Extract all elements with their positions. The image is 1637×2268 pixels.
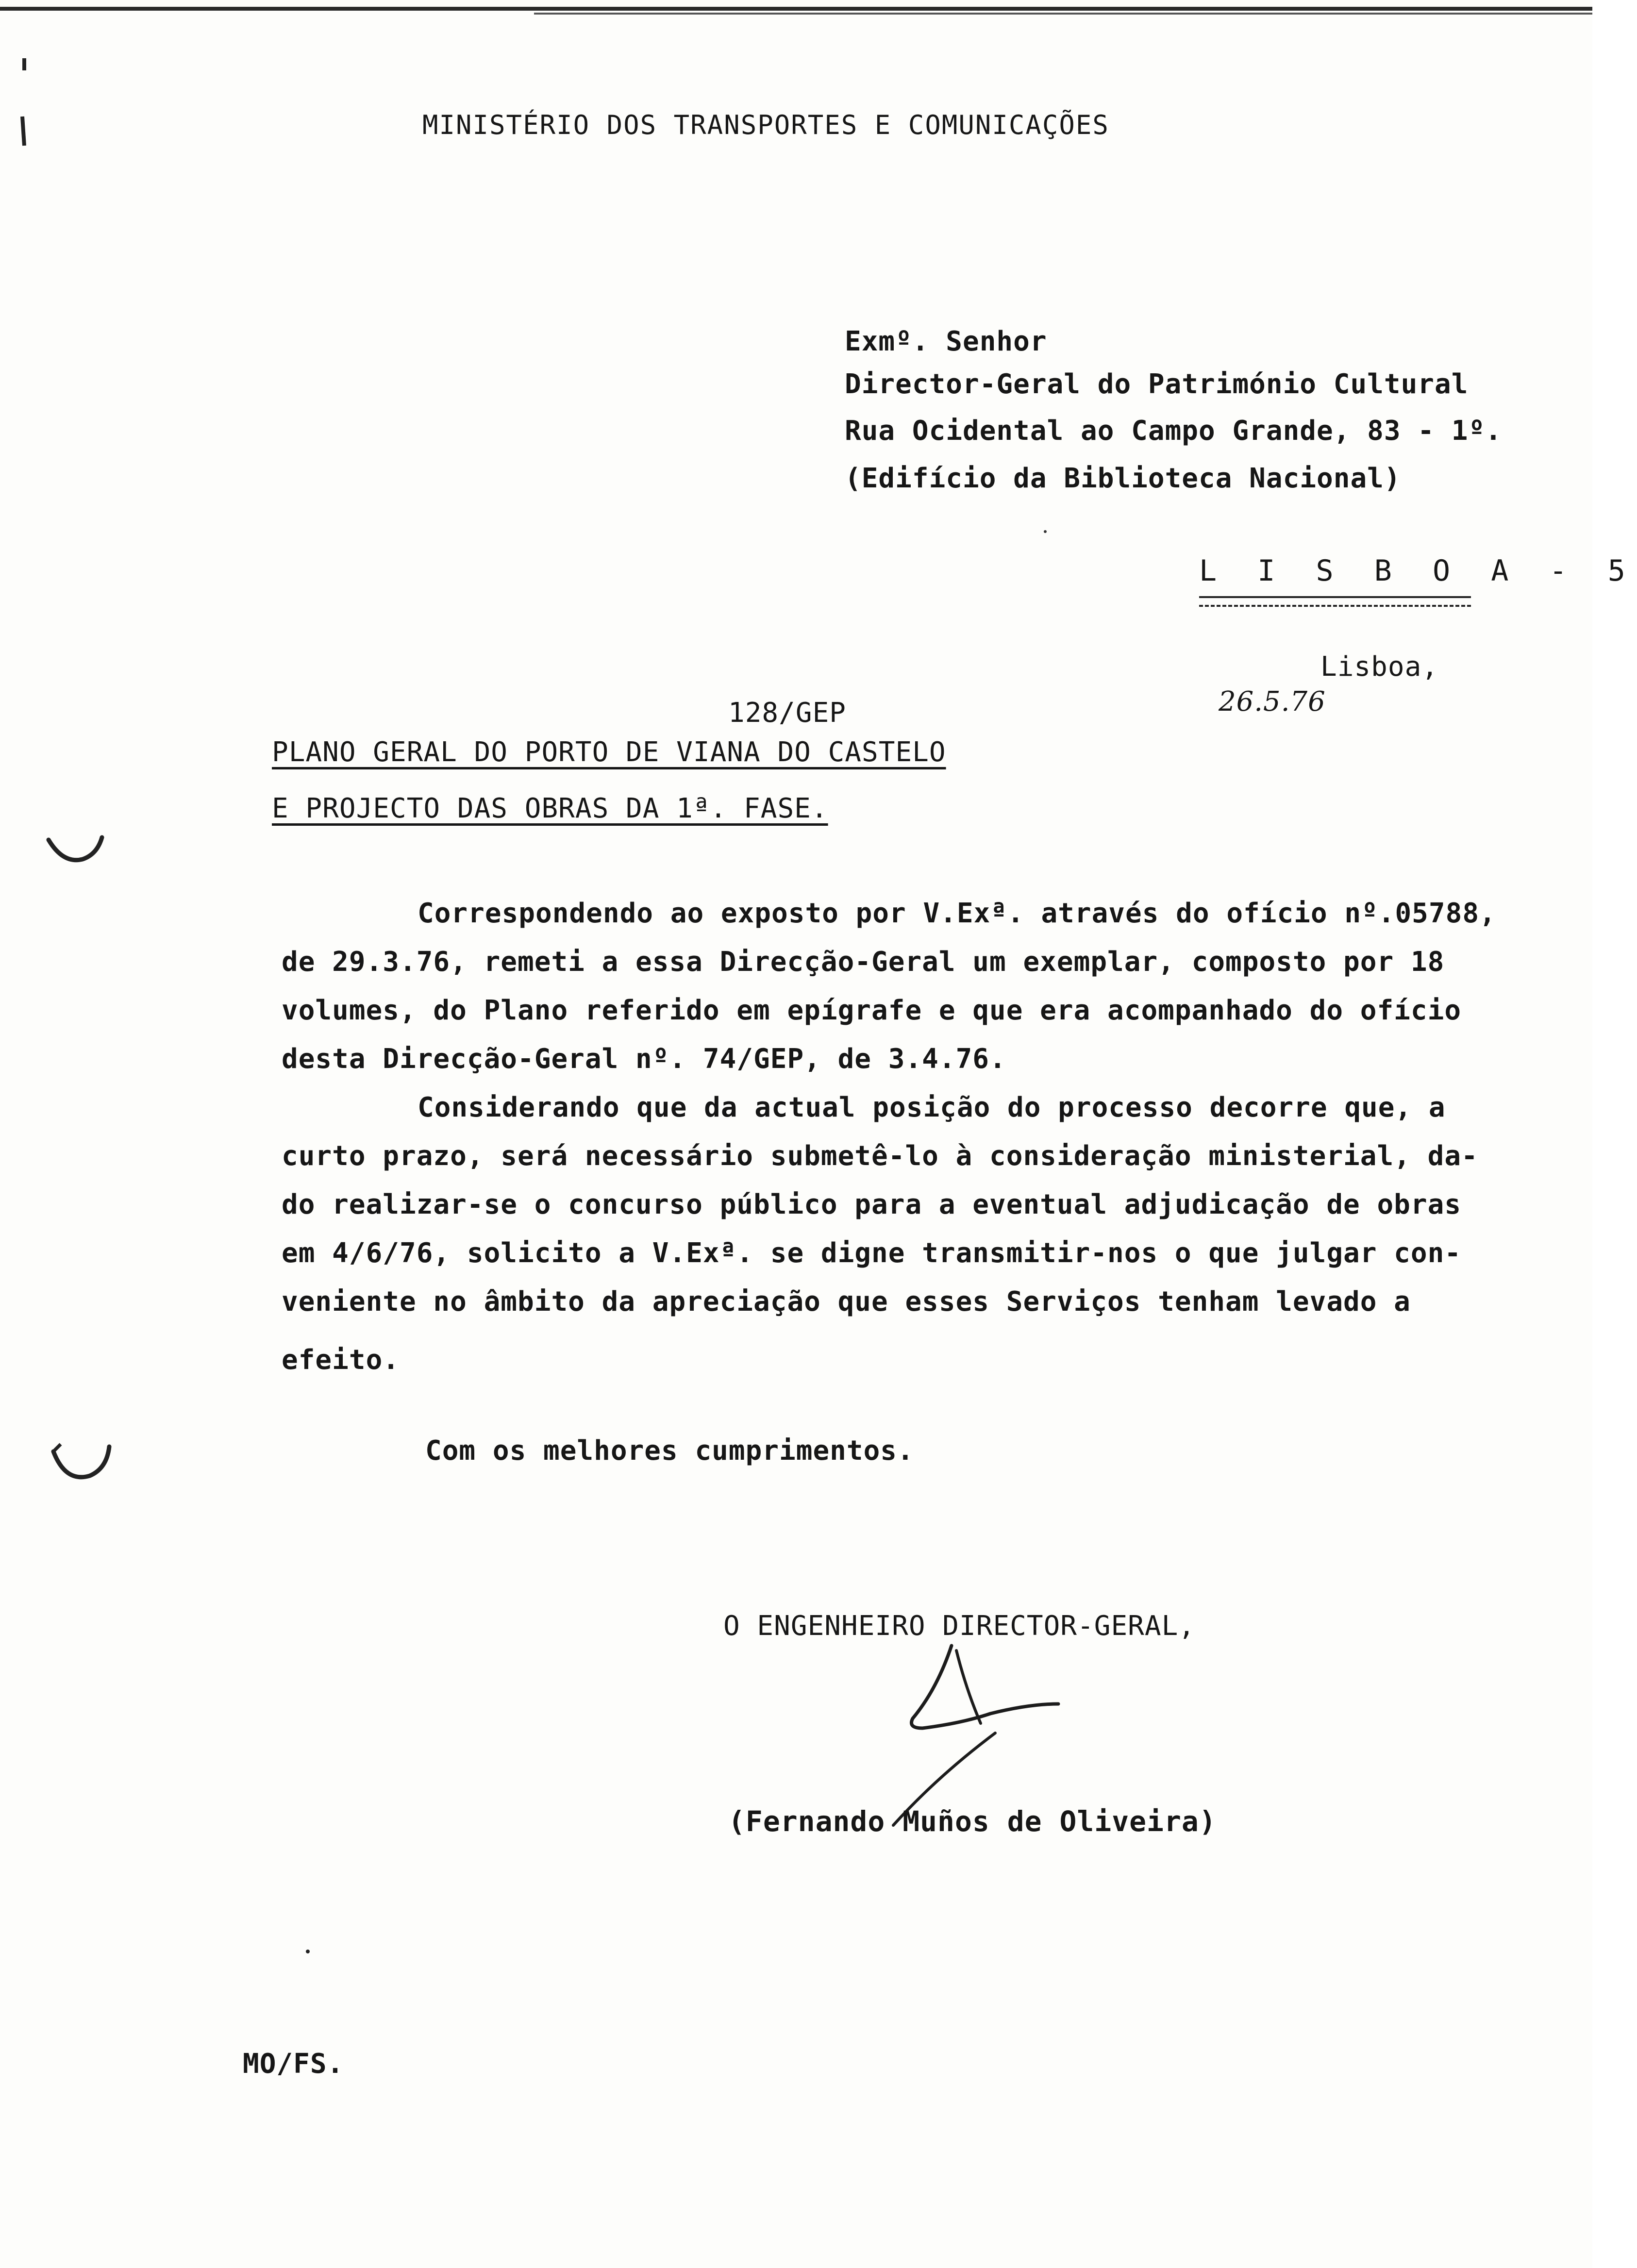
body-line: Correspondendo ao exposto por V.Exª. através do ofício nº.05788, bbox=[418, 898, 1496, 929]
hole-punch-mark-icon bbox=[46, 1437, 119, 1490]
letter-date: 26.5.76 bbox=[1219, 686, 1326, 717]
recipient-city: L I S B O A - 5 bbox=[1199, 554, 1637, 588]
signatory-title: O ENGENHEIRO DIRECTOR-GERAL, bbox=[723, 1610, 1196, 1642]
date-place: Lisboa, bbox=[1320, 651, 1439, 683]
recipient-salutation: Exmº. Senhor bbox=[845, 326, 1047, 357]
closing: Com os melhores cumprimentos. bbox=[425, 1435, 914, 1467]
recipient-building: (Edifício da Biblioteca Nacional) bbox=[845, 463, 1401, 494]
typist-initials: MO/FS. bbox=[243, 2048, 344, 2080]
hole-punch-mark-icon bbox=[44, 830, 112, 879]
body-line: em 4/6/76, solicito a V.Exª. se digne transmitir-nos o que julgar con- bbox=[282, 1237, 1462, 1269]
body-line: de 29.3.76, remeti a essa Direcção-Geral um exemplar, composto por 18 bbox=[282, 946, 1445, 978]
body-line: Considerando que da actual posição do processo decorre que, a bbox=[418, 1092, 1446, 1123]
speck-mark bbox=[1044, 530, 1047, 533]
body-line: curto prazo, será necessário submetê-lo à consideração ministerial, da- bbox=[282, 1140, 1478, 1172]
city-underline bbox=[1199, 596, 1471, 607]
recipient-street: Rua Ocidental ao Campo Grande, 83 - 1º. bbox=[845, 415, 1502, 447]
top-border-line-secondary bbox=[534, 13, 1592, 15]
speck-mark bbox=[306, 1950, 310, 1953]
body-line: veniente no âmbito da apreciação que esses Serviços tenham levado a bbox=[282, 1286, 1411, 1317]
body-line: desta Direcção-Geral nº. 74/GEP, de 3.4.76. bbox=[282, 1043, 1006, 1075]
top-border-line bbox=[0, 7, 1592, 11]
body-line: do realizar-se o concurso público para a eventual adjudicação de obras bbox=[282, 1189, 1462, 1220]
margin-tick-mark bbox=[10, 49, 39, 165]
ministry-header: MINISTÉRIO DOS TRANSPORTES E COMUNICAÇÕES bbox=[422, 110, 1109, 140]
subject-line: PLANO GERAL DO PORTO DE VIANA DO CASTELO bbox=[272, 736, 946, 768]
reference-number: 128/GEP bbox=[728, 697, 847, 729]
body-line: volumes, do Plano referido em epígrafe e que era acompanhado do ofício bbox=[282, 995, 1462, 1026]
recipient-title: Director-Geral do Património Cultural bbox=[845, 368, 1469, 400]
body-line: efeito. bbox=[282, 1344, 400, 1376]
subject-line: E PROJECTO DAS OBRAS DA 1ª. FASE. bbox=[272, 793, 828, 824]
signatory-name: (Fernando Muños de Oliveira) bbox=[728, 1805, 1217, 1838]
